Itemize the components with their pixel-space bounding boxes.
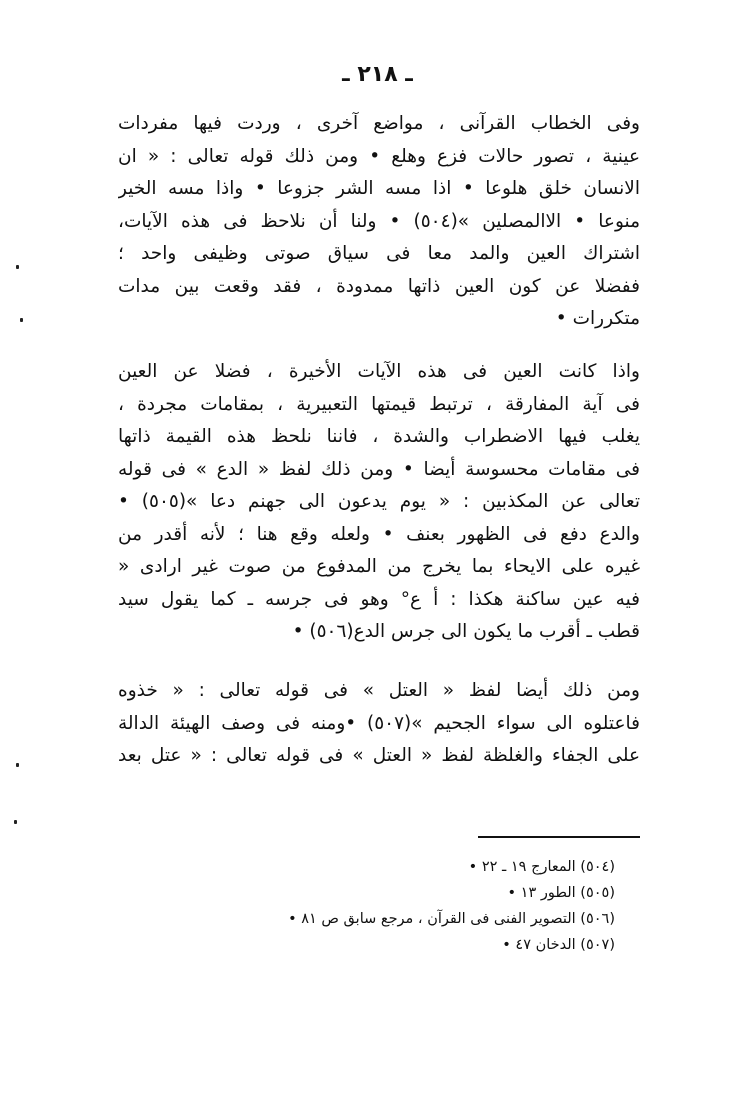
text-line: اشتراك العين والمد معا فى سياق صوتى وظيفى واحد ؛: [118, 243, 640, 264]
text-line: قطب ـ أقرب ما يكون الى جرس الدع(٥٠٦) •: [292, 621, 640, 642]
page-number: ـ ٢١٨ ـ: [342, 62, 413, 87]
text-line: واذا كانت العين فى هذه الآيات الأخيرة ، فضلا عن العين: [118, 361, 640, 382]
text-line: منوعا • الاالمصلين »(٥٠٤) • ولنا أن نلاحظ فى هذه الآيات،: [118, 210, 640, 232]
text-line: والدع دفع فى الظهور بعنف • ولعله وقع هنا ؛ لأنه أقدر من: [118, 523, 640, 545]
footnote: (٥٠٦) التصوير الفنى فى القرآن ، مرجع سابق ص ٨١ •: [288, 911, 615, 927]
scan-speck: [16, 763, 19, 767]
text-line: فيه عين ساكنة هكذا : أ ع° وهو فى جرسه ـ كما يقول سيد: [118, 588, 640, 610]
paragraph-2: [118, 356, 640, 649]
text-line: فى آية المفارقة ، ترتبط قيمتها التعبيرية ، بمقامات مجردة ،: [118, 393, 640, 415]
text-line: على الجفاء والغلظة لفظ « العتل » فى قوله تعالى : « عتل بعد: [118, 745, 640, 766]
text-line: عينية ، تصور حالات فزع وهلع • ومن ذلك قوله تعالى : « ان: [118, 145, 640, 167]
text-line: فاعتلوه الى سواء الجحيم »(٥٠٧) •ومنه فى وصف الهيئة الدالة: [118, 712, 640, 734]
text-line: الانسان خلق هلوعا • اذا مسه الشر جزوعا • واذا مسه الخير: [118, 178, 640, 199]
footnote: (٥٠٧) الدخان ٤٧ •: [502, 937, 615, 953]
paragraph-3: [118, 675, 640, 773]
scan-speck: [16, 265, 19, 269]
footnotes: [150, 854, 615, 958]
scan-speck: [20, 318, 23, 322]
text-line: تعالى عن المكذبين : « يوم يدعون الى جهنم دعا »(٥٠٥) •: [118, 491, 640, 512]
text-line: يغلب فيها الاضطراب والشدة ، فاننا نلحظ هذه القيمة ذاتها: [118, 426, 640, 447]
footnote: (٥٠٥) الطور ١٣ •: [507, 885, 615, 901]
text-line: فى مقامات محسوسة أيضا • ومن ذلك لفظ « الدع » فى قوله: [118, 458, 640, 480]
paragraph-1: [118, 108, 640, 336]
text-line: غيره على الايحاء بما يخرج من المدفوع من صوت غير ارادى «: [118, 556, 640, 577]
footnote-divider: [478, 836, 640, 838]
text-line: ففضلا عن كون العين ذاتها ممدودة ، فقد وقعت بين مدات: [118, 275, 640, 297]
footnote: (٥٠٤) المعارج ١٩ ـ ٢٢ •: [468, 859, 615, 875]
scan-speck: [14, 820, 17, 824]
text-line: ومن ذلك أيضا لفظ « العتل » فى قوله تعالى : « خذوه: [118, 680, 640, 701]
text-line: متكررات •: [555, 308, 640, 329]
text-line: وفى الخطاب القرآنى ، مواضع آخرى ، وردت فيها مفردات: [118, 113, 640, 134]
